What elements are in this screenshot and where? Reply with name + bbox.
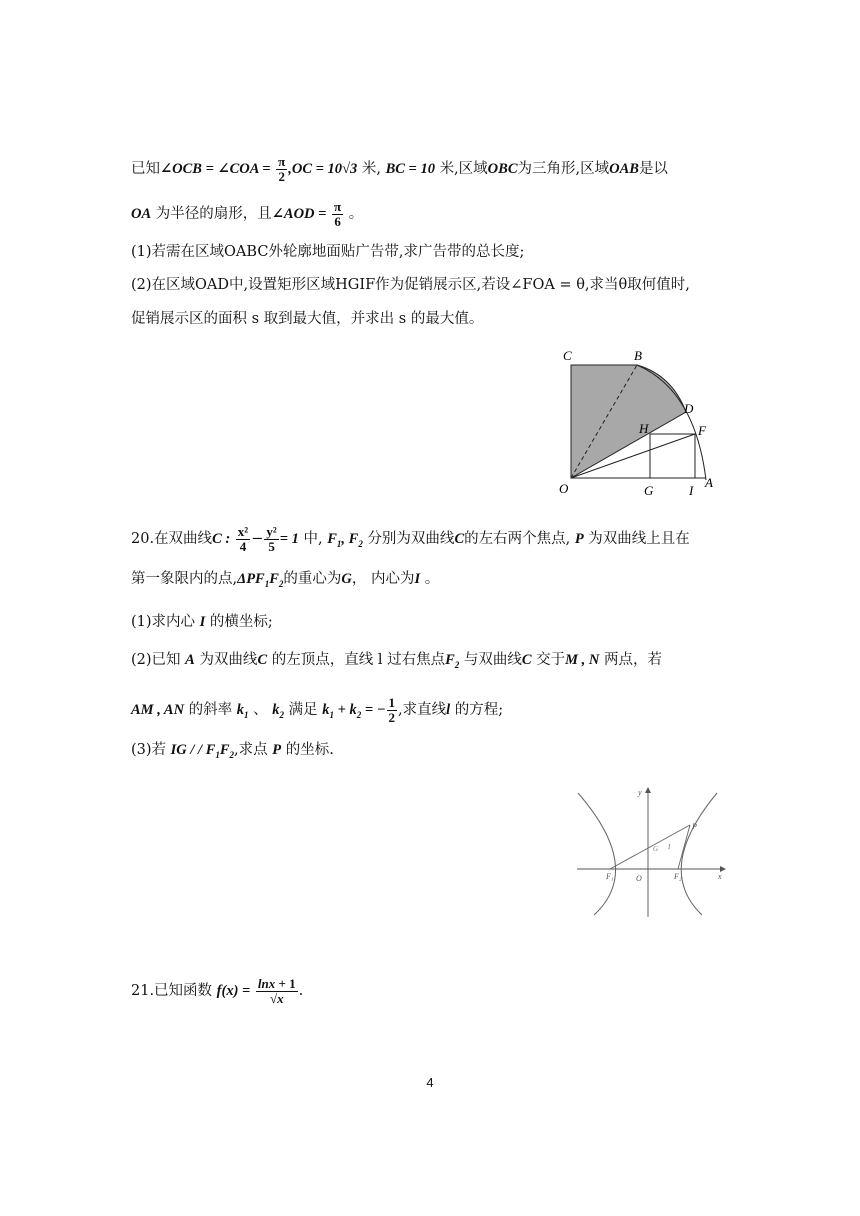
label-P: P [692,822,697,831]
p20-question3: (3)若 IG / / $F_1F_2$,求点 P 的坐标. [131,742,334,760]
fraction-x2-over-4: $\frac{\text{x²}}{4}$ [237,524,249,554]
label-B: B [634,348,642,363]
label-G: G [644,483,654,498]
p20-line2: 第一象限内的点$,\Delta PF_1F_2$的重心为G， 内心为I 。 [131,571,440,589]
p19-question2-line1: (2)在区域OAD中,设置矩形区域HGIF作为促销展示区,若设∠FOA = θ,求当θ取何值时, [131,277,690,293]
fraction-y2-over-5: $\frac{\text{y²}}{5}$ [266,524,277,554]
p20-line1: 20.在双曲线C : $\frac{\text{x²}}{4}$ − $\frac{\text{y²}}{5}$ = 1 中, $F_1$, $F_2$ 分别为双曲线C的左右两个焦点, P 为双曲线上且在 [131,524,690,554]
fraction-pi-over-6: $\frac{\pi}{6}$ [334,199,342,229]
p20-question2-line1: (2)已知 A 为双曲线C 的左顶点，直线 l 过右焦点$F_2$ 与双曲线C 交于M , N 两点，若 [131,652,662,670]
label-G: G [653,845,659,853]
label-y: y [638,788,642,797]
page-number: 4 [426,1075,434,1090]
fraction-pi-over-2: $\frac{\pi}{2}$ [278,154,286,184]
label-F: F [698,423,706,438]
line-PF2 [678,825,690,869]
fraction-one-half: $\frac{1}{2}$ [388,695,396,725]
p20-question2-line2: AM , AN 的斜率 $k_1$ 、 $k_2$ 满足 $k_1 + k_2$ = − $\frac{1}{2}$ ,求直线l 的方程; [131,695,504,725]
label-F1: F₁ [606,872,614,881]
shaded-region [571,365,686,478]
line-PF1 [610,825,690,869]
label-F2: F₂ [674,872,682,881]
hyperbola-figure [572,785,732,920]
label-D: D [684,401,694,416]
label-C: C [563,348,572,363]
y-axis-arrow [645,787,651,793]
sector-figure [555,345,725,500]
p19-question2-line2: 促销展示区的面积 s 取到最大值，并求出 s 的最大值。 [131,311,484,327]
p19-question1: (1)若需在区域OABC外轮廓地面贴广告带,求广告带的总长度; [131,244,525,260]
p21-line1: 21.已知函数 f(x) = $\frac{\ln x + 1}{√x}$ . [131,976,304,1006]
rectangle-HGIF [650,434,695,478]
label-H: H [639,421,649,436]
label-x: x [718,872,722,881]
label-A: A [705,475,713,490]
left-branch [578,793,616,915]
p20-question1: (1)求内心 I 的横坐标; [131,614,273,630]
p19-line1: 已知∠OCB = ∠COA = $\frac{\pi}{2}$ ,OC = 10√3 米, BC = 10 米,区域OBC为三角形,区域OAB是以 [131,154,668,184]
label-O: O [636,874,642,883]
label-I: I [668,843,671,851]
fraction-lnx-over-sqrtx: $\frac{\ln x + 1}{√x}$ [257,976,296,1006]
label-I: I [689,483,694,498]
p19-line2: OA 为半径的扇形，且∠AOD = $\frac{\pi}{6}$ 。 [131,199,364,229]
label-O: O [559,481,569,496]
right-branch [681,793,717,915]
